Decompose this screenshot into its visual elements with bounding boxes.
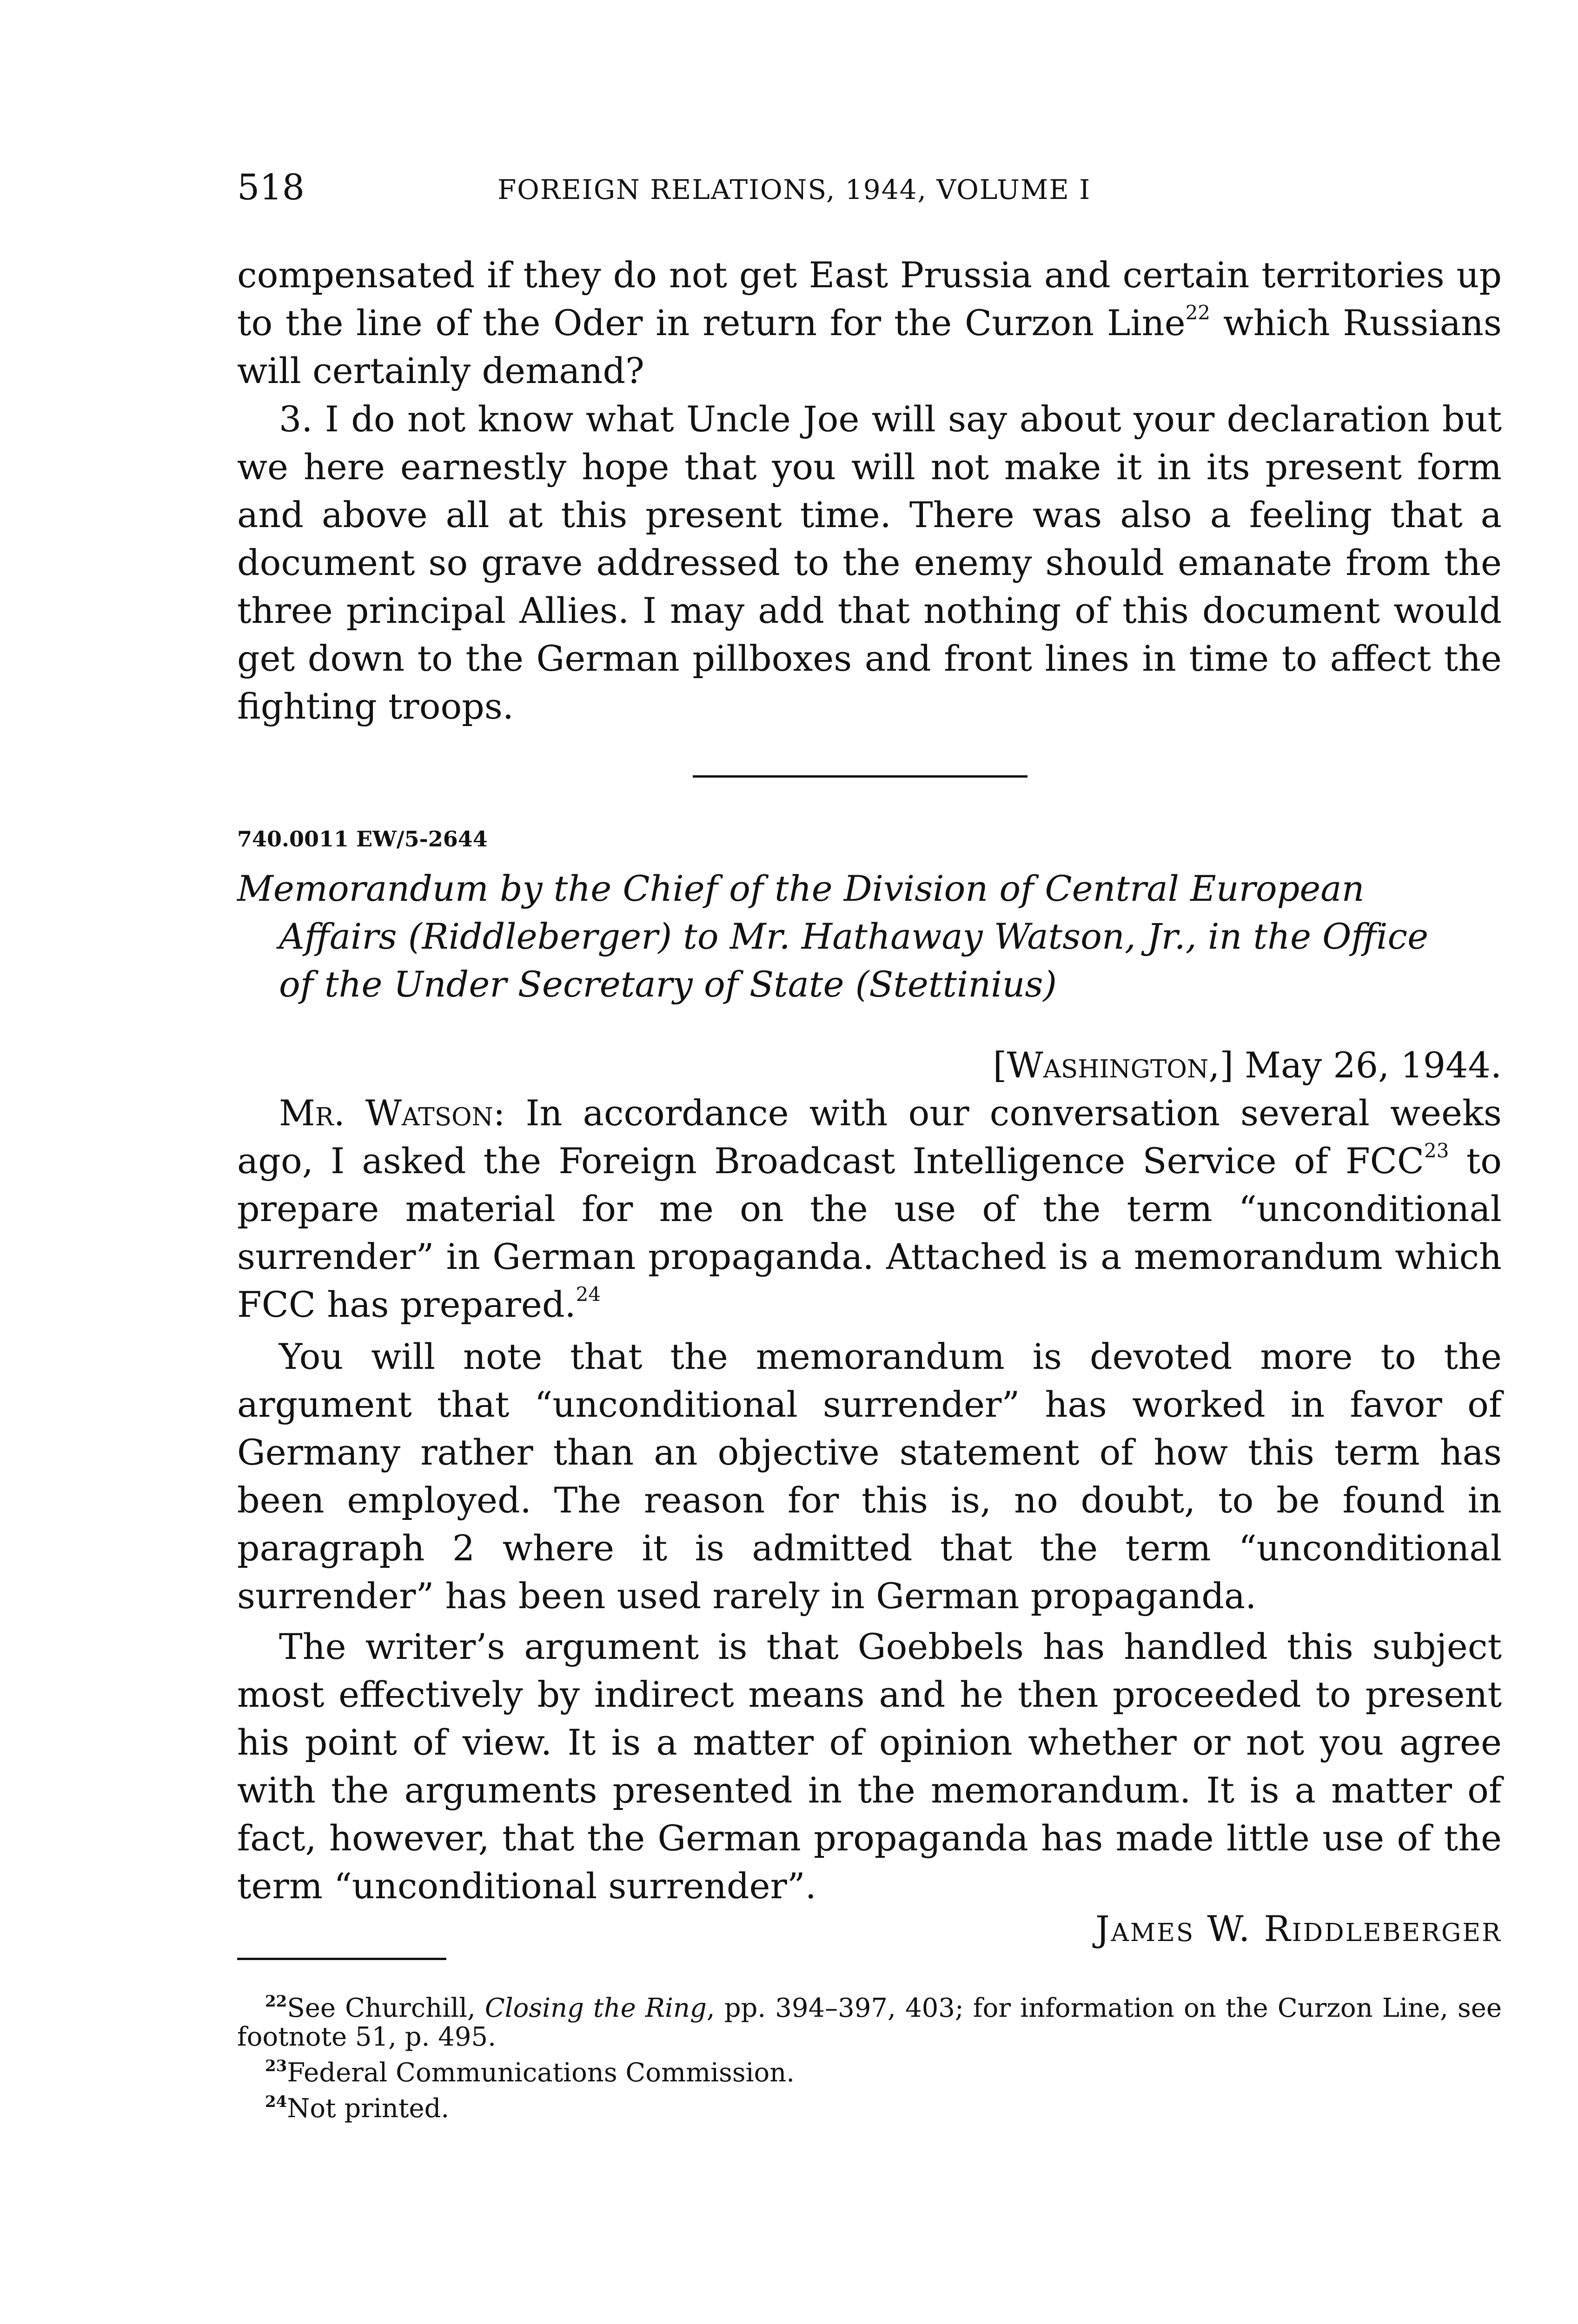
footnote-22 <box>237 1987 1502 2052</box>
footnote-text: See Churchill, <box>287 1993 485 2023</box>
memo-paragraph-2: You will note that the memorandum is devoted more to the argument that “unconditional surrender” has worked in favor of Germany rather than an objective statement of how this term has been employed. The reason for this is, no doubt, to be found in paragraph 2 where it is admitted that the term “unconditional surrender” has been used rarely in German propaganda. <box>237 1336 1502 1617</box>
footnote-text: Not printed. <box>287 2093 450 2124</box>
memo-paragraph-1-text-2: to prepare material for me on the use of the term “unconditional surrender” in German propaganda. Attached is a memorandum which FCC has prepared. <box>237 1140 1502 1325</box>
continued-paragraph <box>237 251 1502 395</box>
dateline-place: [Washington,] <box>993 1044 1233 1086</box>
footnote-divider <box>237 1958 446 1960</box>
running-title: FOREIGN RELATIONS, 1944, VOLUME I <box>497 174 1091 205</box>
paragraph-3: 3. I do not know what Uncle Joe will say about your declaration but we here earnestly hope that you will not make it in its present form and above all at this present time. There was also a feeling that a document so grave addressed to the enemy should emanate from the three principal Allies. I may add that nothing of this document would get down to the German pillboxes and front lines in time to affect the fighting troops. <box>237 398 1502 727</box>
memo-paragraph-3: The writer’s argument is that Goebbels has handled this subject most effectively by indirect means and he then proceeded to present his point of view. It is a matter of opinion whether or not you agree with the arguments presented in the memorandum. It is a matter of fact, however, that the German propaganda has made little use of the term “unconditional surrender”. <box>237 1626 1502 1907</box>
footnote-mark: 23 <box>265 2057 287 2075</box>
continued-text: compensated if they do not get East Prussia and certain territories up to the line of the Oder in return for the Curzon Line <box>237 254 1502 343</box>
footnote-ref-22: 22 <box>1185 301 1211 324</box>
memo-paragraph-1 <box>237 1089 1502 1328</box>
section-divider <box>693 775 1028 778</box>
footnote-mark: 22 <box>265 1992 287 2011</box>
document-title-line-2: Affairs (Riddleberger) to Mr. Hathaway Watson, Jr., in the Office <box>279 916 1429 957</box>
page-number: 518 <box>237 166 305 208</box>
page-header <box>237 166 1502 218</box>
footnote-24 <box>237 2087 1502 2123</box>
memo-paragraph-1-text: In accordance with our conversation several weeks ago, I asked the Foreign Broadcast Intelligence Service of FCC <box>237 1092 1502 1182</box>
footnote-mark: 24 <box>265 2093 287 2111</box>
dateline <box>993 1041 1502 1089</box>
salutation: Mr. Watson: <box>279 1092 505 1134</box>
footnote-ref-23: 23 <box>1424 1139 1449 1162</box>
document-title-line-3: of the Under Secretary of State (Stettinius) <box>279 964 1057 1005</box>
document-title-line-1: Memorandum by the Chief of the Division of Central European <box>237 868 1365 909</box>
document-title <box>237 865 1502 1008</box>
footnote-ref-24: 24 <box>576 1283 601 1306</box>
footnote-text: Federal Communications Commission. <box>287 2058 795 2088</box>
file-reference: 740.0011 EW/5-2644 <box>237 826 488 852</box>
dateline-date: May 26, 1944. <box>1245 1044 1502 1086</box>
continued-text-end: which Russians will certainly demand? <box>237 302 1502 391</box>
footnote-text-end: , pp. 394–397, 403; for information on the Curzon Line, see footnote 51, p. 495. <box>237 1993 1502 2052</box>
footnotes <box>237 1987 1502 2123</box>
footnote-23 <box>237 2052 1502 2087</box>
footnote-book-title: Closing the Ring <box>484 1993 707 2023</box>
signature: James W. Riddleberger <box>1095 1908 1502 1949</box>
